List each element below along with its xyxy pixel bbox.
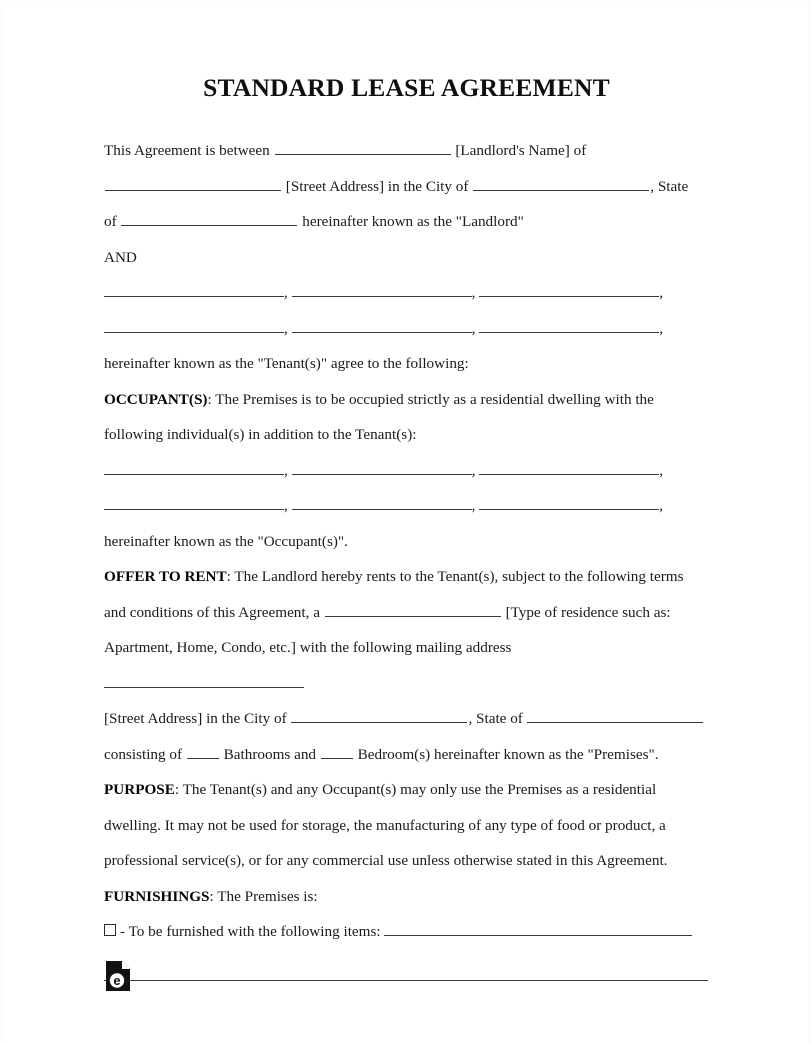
occupant-blank-6[interactable]	[479, 495, 659, 510]
occupant-row1-comma-2: ,	[471, 461, 476, 479]
tenant-row2-comma-1: ,	[284, 319, 288, 337]
purpose-paragraph-line-2: dwelling. It may not be used for storage, the manufacturing of any type of food or product, a	[104, 816, 666, 834]
offer-line-4-mid: , State of	[468, 710, 523, 727]
intro-paragraph-line-2	[104, 169, 709, 205]
furnished-items-blank-1[interactable]	[384, 921, 692, 936]
tenant-blank-1[interactable]	[104, 282, 284, 297]
purpose-heading: PURPOSE	[104, 781, 175, 798]
landlord-state-blank[interactable]	[121, 211, 297, 226]
checkbox-icon[interactable]	[104, 924, 116, 936]
landlord-name-blank[interactable]	[275, 140, 451, 155]
occupant-row1-comma-3: ,	[659, 461, 663, 479]
landlord-definition-text: hereinafter known as the "Landlord"	[302, 213, 524, 230]
tenant-definition-text: hereinafter known as the "Tenant(s)" agree to the following:	[104, 355, 469, 372]
occupant-row2-comma-2: ,	[471, 497, 476, 514]
premises-city-blank[interactable]	[291, 708, 467, 723]
occupants-line-1-text: : The Premises is to be occupied strictly as a residential dwelling with the	[207, 390, 654, 408]
purpose-paragraph-line-1	[104, 772, 709, 808]
intro-paragraph-line-3	[104, 204, 709, 240]
premises-state-blank[interactable]	[527, 708, 703, 723]
intro-of-label: of	[104, 213, 117, 230]
landlord-city-blank[interactable]	[473, 176, 649, 191]
offer-line-5-mid: Bathrooms and	[223, 745, 317, 763]
intro-state-label: , State	[650, 177, 689, 195]
offer-paragraph-line-1	[104, 559, 709, 595]
occupants-heading: OCCUPANT(S)	[104, 390, 208, 408]
intro-paragraph-line-1	[104, 133, 709, 169]
occupants-definition-text: hereinafter known as the "Occupant(s)".	[104, 532, 348, 550]
furnishings-heading: FURNISHINGS	[104, 887, 210, 905]
tenant-blank-4[interactable]	[104, 318, 284, 333]
occupant-blank-3[interactable]	[479, 460, 659, 475]
furnished-items-blank-2[interactable]	[104, 980, 708, 981]
occupant-blank-5[interactable]	[292, 495, 472, 510]
tenant-blank-row-1	[104, 275, 709, 311]
landlord-street-address-blank[interactable]	[105, 176, 281, 191]
premises-mailing-address-blank[interactable]	[104, 673, 304, 688]
offer-line-4-pre: [Street Address] in the City of	[104, 710, 287, 727]
tenant-blank-3[interactable]	[479, 282, 659, 297]
intro-pre-text: This Agreement is between	[104, 142, 270, 159]
offer-line-5-post: Bedroom(s) hereinafter known as the "Premises".	[357, 745, 659, 763]
occupant-row1-comma-1: ,	[284, 461, 288, 479]
tenant-row1-comma-1: ,	[284, 284, 288, 301]
offer-line-3-pre: Apartment, Home, Condo, etc.] with the following mailing address	[104, 639, 512, 656]
offer-line-5-pre: consisting of	[104, 745, 183, 763]
document-e-logo	[106, 961, 130, 991]
document-page-icon	[106, 961, 130, 991]
tenant-blank-6[interactable]	[479, 318, 659, 333]
intro-street-label: [Street Address] in the City of	[285, 177, 469, 195]
furnishings-line-1-text: : The Premises is:	[209, 887, 318, 905]
occupant-blank-2[interactable]	[292, 460, 472, 475]
occupant-blank-4[interactable]	[104, 495, 284, 510]
page-title-text: STANDARD LEASE AGREEMENT	[203, 73, 610, 102]
and-label: AND	[104, 248, 137, 266]
agreement-content	[104, 133, 709, 981]
tenant-row1-comma-3: ,	[659, 284, 663, 301]
occupant-blank-row-1	[104, 453, 709, 489]
tenant-blank-2[interactable]	[292, 282, 472, 297]
furnishings-paragraph-line-1	[104, 879, 709, 915]
occupants-paragraph-line-1	[104, 382, 709, 418]
offer-paragraph-line-2	[104, 595, 709, 631]
furnishings-option-row	[104, 914, 709, 950]
offer-to-rent-heading: OFFER TO RENT	[104, 568, 227, 585]
offer-paragraph-line-4	[104, 701, 709, 737]
purpose-paragraph-line-3: professional service(s), or for any commercial use unless otherwise stated in this Agreement.	[104, 852, 668, 869]
tenant-row1-comma-2: ,	[471, 284, 476, 301]
tenant-row2-comma-2: ,	[471, 319, 476, 337]
occupant-blank-row-2	[104, 488, 709, 524]
offer-paragraph-line-5	[104, 737, 709, 773]
tenant-row2-comma-3: ,	[659, 319, 663, 337]
furnishings-option-label: - To be furnished with the following items:	[120, 923, 381, 940]
offer-line-2-post: [Type of residence such as:	[505, 603, 671, 621]
document-body	[104, 1, 709, 981]
bathrooms-count-blank[interactable]	[187, 744, 219, 759]
purpose-line-1-text: : The Tenant(s) and any Occupant(s) may only use the Premises as a residential	[174, 781, 657, 798]
offer-line-2-pre: and conditions of this Agreement, a	[104, 603, 320, 621]
residence-type-blank[interactable]	[325, 602, 501, 617]
tenant-blank-row-2	[104, 311, 709, 347]
intro-post-text: [Landlord's Name] of	[455, 142, 587, 159]
occupant-row2-comma-1: ,	[284, 497, 288, 514]
tenant-blank-5[interactable]	[292, 318, 472, 333]
offer-line-1-text: : The Landlord hereby rents to the Tenant(s), subject to the following terms	[226, 568, 684, 585]
offer-paragraph-line-3	[104, 630, 709, 701]
page-title	[104, 1, 709, 103]
bedrooms-count-blank[interactable]	[321, 744, 353, 759]
occupant-row2-comma-3: ,	[659, 497, 663, 514]
occupant-blank-1[interactable]	[104, 460, 284, 475]
logo-letter: e	[113, 973, 121, 988]
occupants-paragraph-line-2: following individual(s) in addition to the Tenant(s):	[104, 426, 417, 443]
